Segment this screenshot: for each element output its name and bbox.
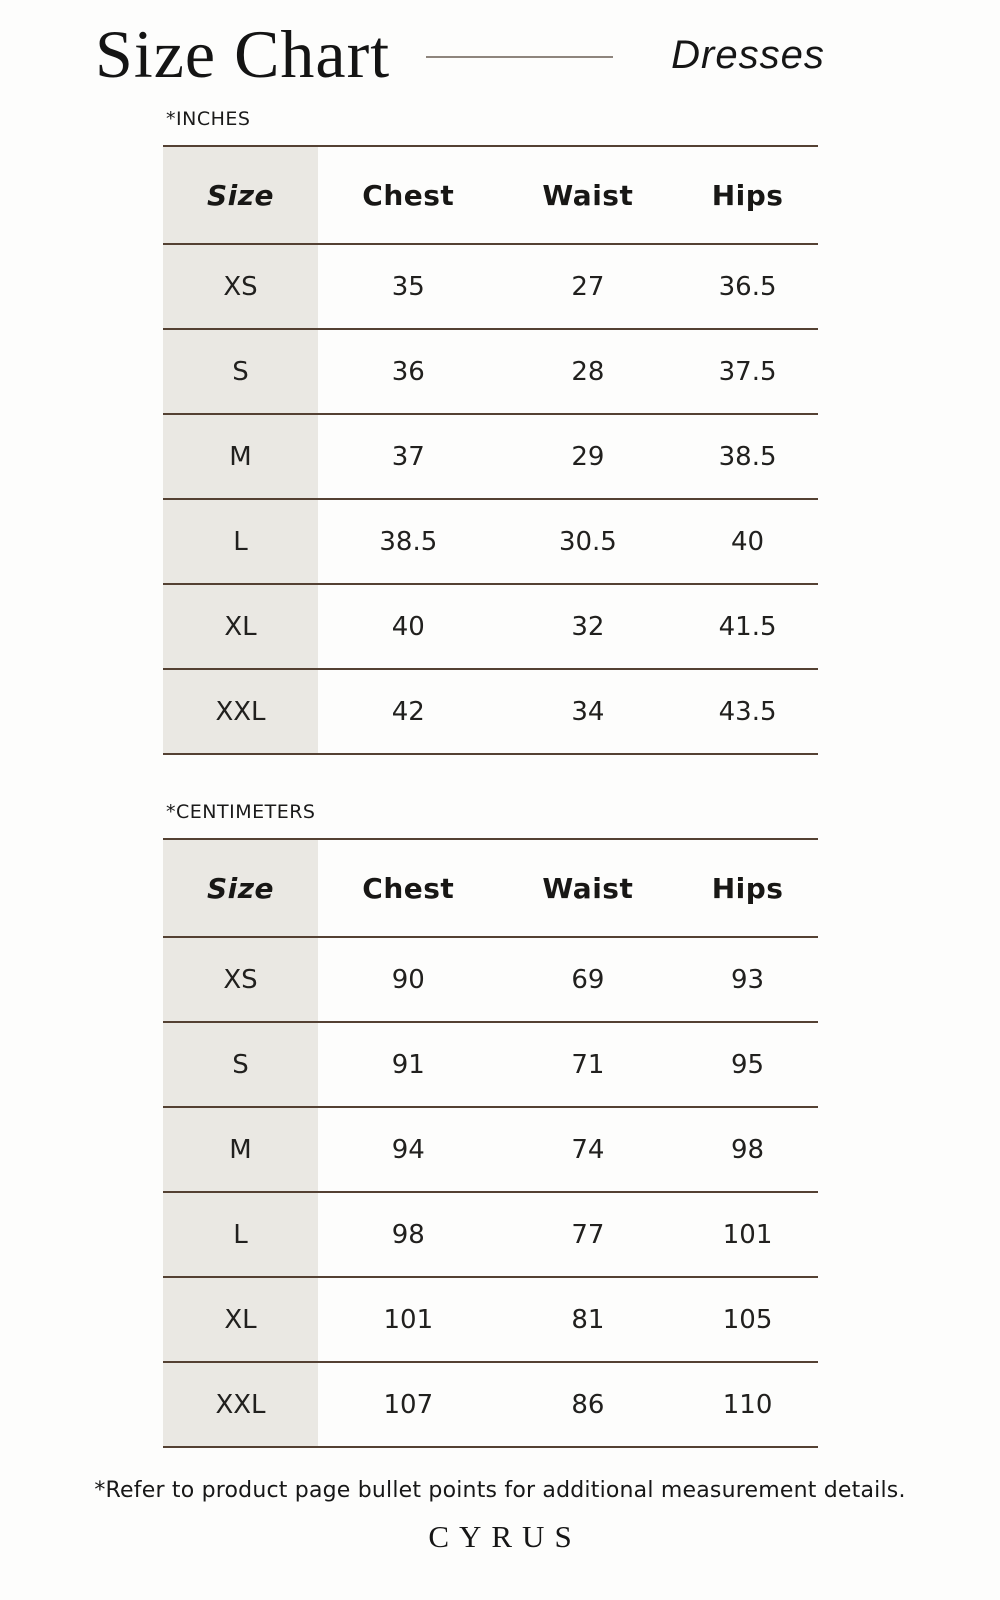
size-cell: S — [163, 1022, 318, 1107]
size-cell: XXL — [163, 1362, 318, 1447]
size-cell: M — [163, 1107, 318, 1192]
table-row — [163, 414, 818, 499]
brand-logo: CYRUS — [428, 1519, 582, 1554]
measurement-cell: 77 — [571, 1219, 605, 1250]
table-header — [163, 839, 818, 937]
header-row — [163, 146, 818, 244]
table-row — [163, 244, 818, 329]
size-cell: L — [163, 1192, 318, 1277]
header-row — [163, 839, 818, 937]
inches-section — [163, 108, 818, 755]
centimeters-section — [163, 801, 818, 1448]
measurement-cell: 69 — [571, 964, 605, 995]
table-row — [163, 937, 818, 1022]
measurement-cell: 28 — [571, 356, 605, 387]
measurement-cell: 101 — [383, 1304, 434, 1335]
category-label: Dresses — [671, 32, 825, 77]
column-header-size: Size — [163, 839, 318, 937]
measurement-cell: 42 — [391, 696, 425, 727]
table-row — [163, 1022, 818, 1107]
size-cell: S — [163, 329, 318, 414]
table-row — [163, 1362, 818, 1447]
measurement-cell: 95 — [731, 1049, 765, 1080]
column-header-waist: Waist — [542, 178, 634, 212]
size-table-inches — [163, 145, 818, 755]
measurement-cell: 35 — [391, 271, 425, 302]
measurement-cell: 91 — [391, 1049, 425, 1080]
measurement-cell: 40 — [391, 611, 425, 642]
measurement-cell: 81 — [571, 1304, 605, 1335]
unit-label-centimeters: *CENTIMETERS — [166, 801, 316, 823]
column-header-size: Size — [163, 146, 318, 244]
measurement-cell: 98 — [731, 1134, 765, 1165]
measurement-cell: 110 — [722, 1389, 773, 1420]
measurement-cell: 40 — [731, 526, 765, 557]
measurement-cell: 36.5 — [718, 271, 777, 302]
measurement-cell: 107 — [383, 1389, 434, 1420]
measurement-cell: 30.5 — [558, 526, 617, 557]
measurement-cell: 38.5 — [379, 526, 438, 557]
measurement-cell: 36 — [391, 356, 425, 387]
table-row — [163, 1107, 818, 1192]
size-table-centimeters — [163, 838, 818, 1448]
column-header-hips: Hips — [711, 178, 784, 212]
table-row — [163, 1192, 818, 1277]
measurement-cell: 98 — [391, 1219, 425, 1250]
size-cell: XL — [163, 584, 318, 669]
table-row — [163, 329, 818, 414]
measurement-cell: 32 — [571, 611, 605, 642]
measurement-cell: 74 — [571, 1134, 605, 1165]
column-header-waist: Waist — [542, 871, 634, 905]
table-row — [163, 584, 818, 669]
measurement-cell: 27 — [571, 271, 605, 302]
measurement-cell: 94 — [391, 1134, 425, 1165]
table-body — [163, 244, 818, 754]
measurement-cell: 93 — [731, 964, 765, 995]
size-cell: XL — [163, 1277, 318, 1362]
table-row — [163, 669, 818, 754]
column-header-hips: Hips — [711, 871, 784, 905]
measurement-cell: 37 — [391, 441, 425, 472]
measurement-cell: 71 — [571, 1049, 605, 1080]
measurement-cell: 43.5 — [718, 696, 777, 727]
footnote: *Refer to product page bullet points for additional measurement details. — [94, 1478, 906, 1503]
column-header-chest: Chest — [362, 871, 455, 905]
measurement-cell: 34 — [571, 696, 605, 727]
page-header — [0, 0, 1000, 92]
unit-label-inches: *INCHES — [166, 108, 251, 130]
table-header — [163, 146, 818, 244]
header-divider-line — [426, 56, 613, 58]
size-cell: XXL — [163, 669, 318, 754]
measurement-cell: 101 — [722, 1219, 773, 1250]
table-body — [163, 937, 818, 1447]
size-cell: M — [163, 414, 318, 499]
measurement-cell: 37.5 — [718, 356, 777, 387]
table-row — [163, 1277, 818, 1362]
measurement-cell: 105 — [722, 1304, 773, 1335]
measurement-cell: 90 — [391, 964, 425, 995]
table-row — [163, 499, 818, 584]
page-footer — [0, 1478, 1000, 1555]
page-title: Size Chart — [95, 16, 391, 92]
measurement-cell: 29 — [571, 441, 605, 472]
measurement-cell: 86 — [571, 1389, 605, 1420]
size-cell: XS — [163, 937, 318, 1022]
measurement-cell: 41.5 — [718, 611, 777, 642]
size-cell: XS — [163, 244, 318, 329]
size-cell: L — [163, 499, 318, 584]
measurement-cell: 38.5 — [718, 441, 777, 472]
column-header-chest: Chest — [362, 178, 455, 212]
